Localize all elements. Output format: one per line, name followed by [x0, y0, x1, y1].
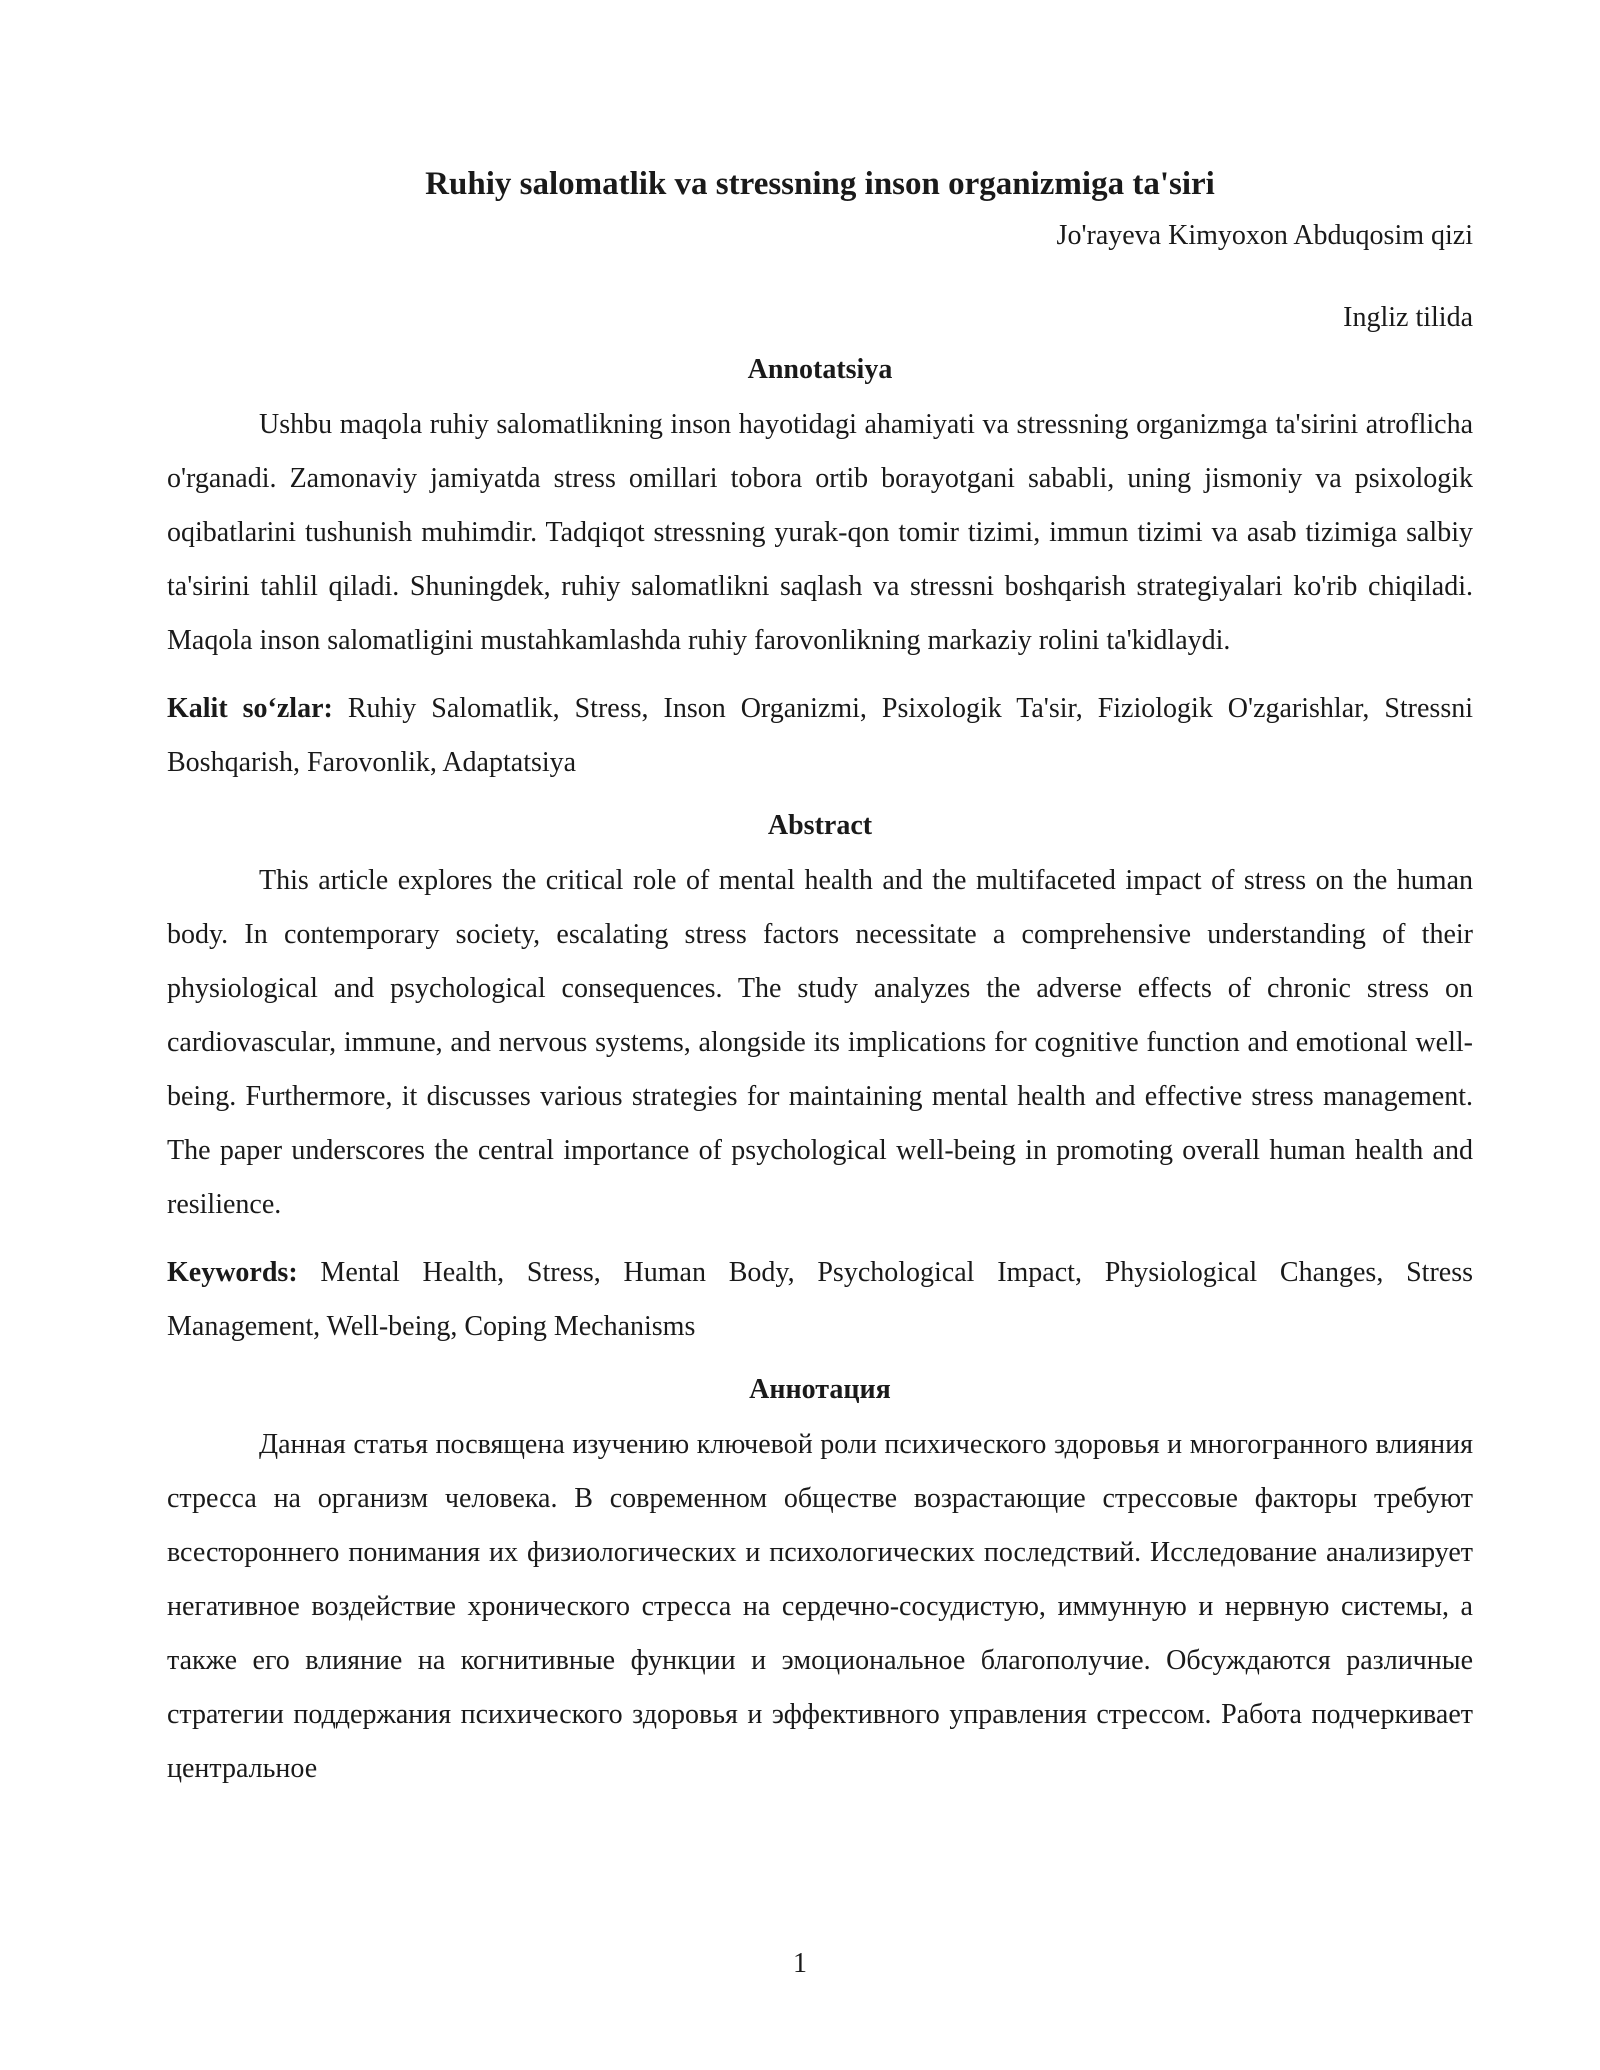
uz-keywords-list: Ruhiy Salomatlik, Stress, Inson Organizmi, Psixologik Ta'sir, Fiziologik O'zgarishlar, Stressni Boshqarish, Farovonlik, Adaptatsiya: [167, 693, 1474, 778]
uz-abstract-heading: Annotatsiya: [747, 354, 893, 385]
en-keywords-label: Keywords:: [167, 1257, 298, 1288]
en-abstract-text: This article explores the critical role of mental health and the multifaceted impact of stress on the human body. In contemporary society, escalating stress factors necessitate a comprehensive understanding of their physiological and psychological consequences. The study analyzes the adverse effects of chronic stress on cardiovascular, immune, and nervous systems, alongside its implications for cognitive function and emotional well-being. Furthermore, it discusses various strategies for maintaining mental health and effective stress management. The paper underscores the central importance of psychological well-being in promoting overall human health and resilience.: [167, 865, 1473, 1220]
en-keywords-list: Mental Health, Stress, Human Body, Psychological Impact, Physiological Changes, Stress Management, Well-being, Coping Mechanisms: [167, 1257, 1473, 1342]
author-name: Jo'rayeva Kimyoxon Abduqosim qizi: [1056, 220, 1473, 251]
page-number: 1: [793, 1948, 807, 1979]
uz-keywords: [167, 682, 1473, 790]
ru-abstract-heading: Аннотация: [749, 1374, 891, 1405]
uz-keywords-label: Kalit so‘zlar:: [167, 693, 333, 724]
uz-abstract-text: Ushbu maqola ruhiy salomatlikning inson hayotidagi ahamiyati va stressning organizmga ta'sirini atroflicha o'rganadi. Zamonaviy jamiyatda stress omillari tobora ortib borayotgani sababli, uning jismoniy va psixologik oqibatlarini tushunish muhimdir. Tadqiqot stressning yurak-qon tomir tizimi, immun tizimi va asab tizimiga salbiy ta'sirini tahlil qiladi. Shuningdek, ruhiy salomatlikni saqlash va stressni boshqarish strategiyalari ko'rib chiqiladi. Maqola inson salomatligini mustahkamlashda ruhiy farovonlikning markaziy rolini ta'kidlaydi.: [167, 409, 1473, 656]
ru-abstract-text: Данная статья посвящена изучению ключевой роли психического здоровья и многогранного влияния стресса на организм человека. В современном обществе возрастающие стрессовые факторы требуют всестороннего понимания их физиологических и психологических последствий. Исследование анализирует негативное воздействие хронического стресса на сердечно-сосудистую, иммунную и нервную системы, а также его влияние на когнитивные функции и эмоциональное благополучие. Обсуждаются различные стратегии поддержания психического здоровья и эффективного управления стрессом. Работа подчеркивает центральное: [167, 1429, 1473, 1784]
en-keywords: [167, 1246, 1473, 1354]
language-note: Ingliz tilida: [1343, 302, 1473, 333]
en-abstract-heading: Abstract: [767, 810, 873, 841]
paper-page: [167, 160, 1473, 1796]
paper-title: Ruhiy salomatlik va stressning inson organizmiga ta'siri: [425, 166, 1215, 202]
